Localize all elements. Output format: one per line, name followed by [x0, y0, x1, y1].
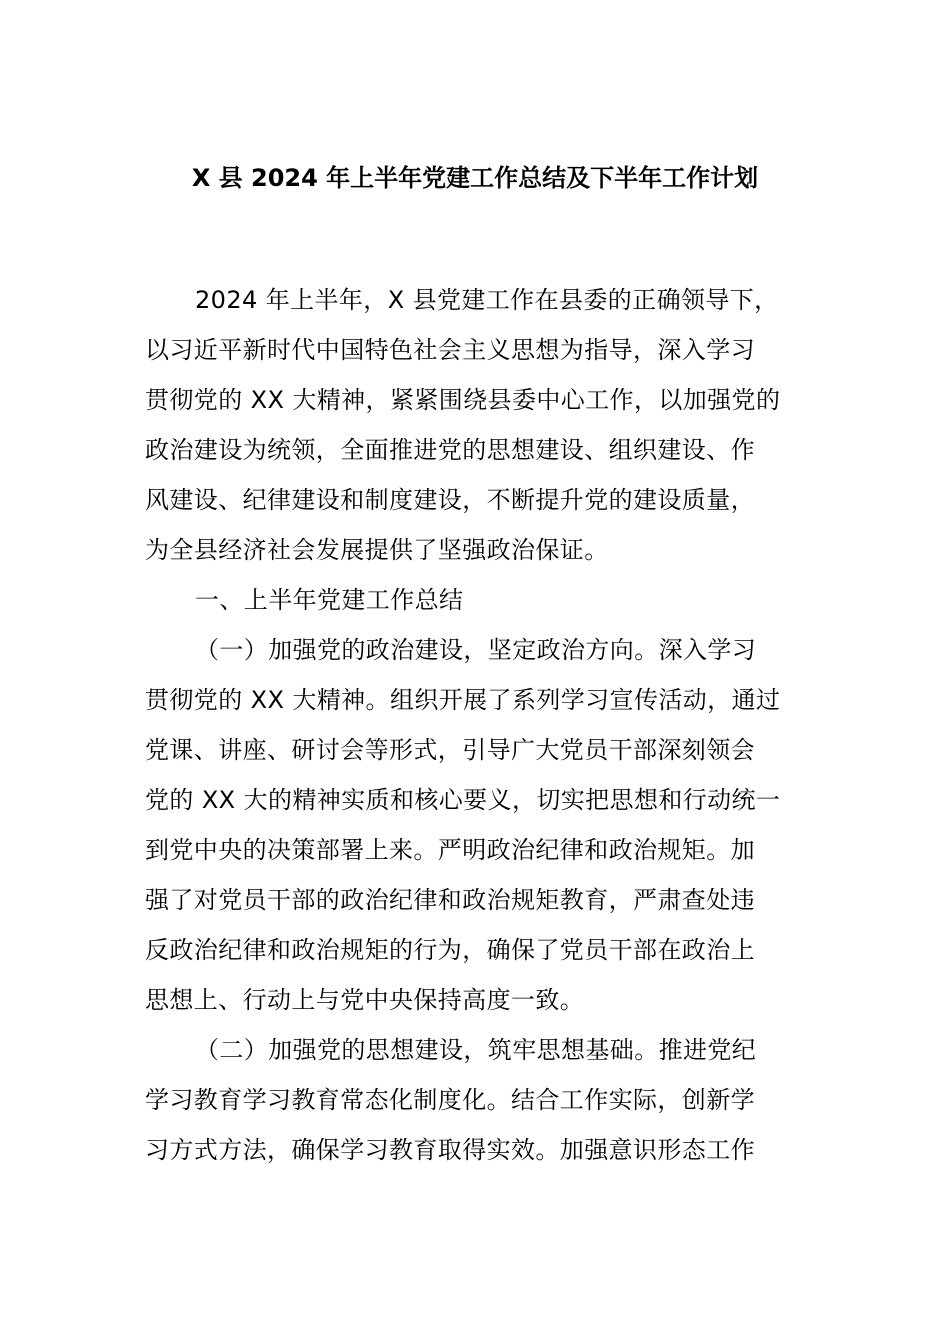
document-title: X 县 2024 年上半年党建工作总结及下半年工作计划: [191, 164, 759, 192]
section-heading: 一、上半年党建工作总结: [195, 586, 464, 614]
paragraph-line: 到党中央的决策部署上来。严明政治纪律和政治规矩。加: [145, 836, 755, 864]
paragraph-line: 党的 XX 大的精神实质和核心要义，切实把思想和行动统一: [145, 786, 781, 814]
paragraph-line: 2024 年上半年，X 县党建工作在县委的正确领导下，: [195, 286, 779, 314]
paragraph-line: 习方式方法，确保学习教育取得实效。加强意识形态工作: [145, 1136, 755, 1164]
paragraph-line: （一）加强党的政治建设，坚定政治方向。深入学习: [195, 636, 757, 664]
paragraph-line: 党课、讲座、研讨会等形式，引导广大党员干部深刻领会: [145, 736, 755, 764]
paragraph-line: 政治建设为统领，全面推进党的思想建设、组织建设、作: [145, 436, 755, 464]
paragraph-line: 贯彻党的 XX 大精神，紧紧围绕县委中心工作，以加强党的: [145, 386, 781, 414]
paragraph-line: 风建设、纪律建设和制度建设，不断提升党的建设质量，: [145, 486, 755, 514]
paragraph-line: 以习近平新时代中国特色社会主义思想为指导，深入学习: [145, 336, 755, 364]
paragraph-line: 贯彻党的 XX 大精神。组织开展了系列学习宣传活动，通过: [145, 686, 781, 714]
paragraph-line: 思想上、行动上与党中央保持高度一致。: [145, 986, 585, 1014]
paragraph-line: 学习教育学习教育常态化制度化。结合工作实际，创新学: [145, 1086, 755, 1114]
paragraph-line: 强了对党员干部的政治纪律和政治规矩教育，严肃查处违: [145, 886, 755, 914]
paragraph-line: （二）加强党的思想建设，筑牢思想基础。推进党纪: [195, 1036, 757, 1064]
paragraph-line: 为全县经济社会发展提供了坚强政治保证。: [145, 536, 609, 564]
paragraph-line: 反政治纪律和政治规矩的行为，确保了党员干部在政治上: [145, 936, 755, 964]
